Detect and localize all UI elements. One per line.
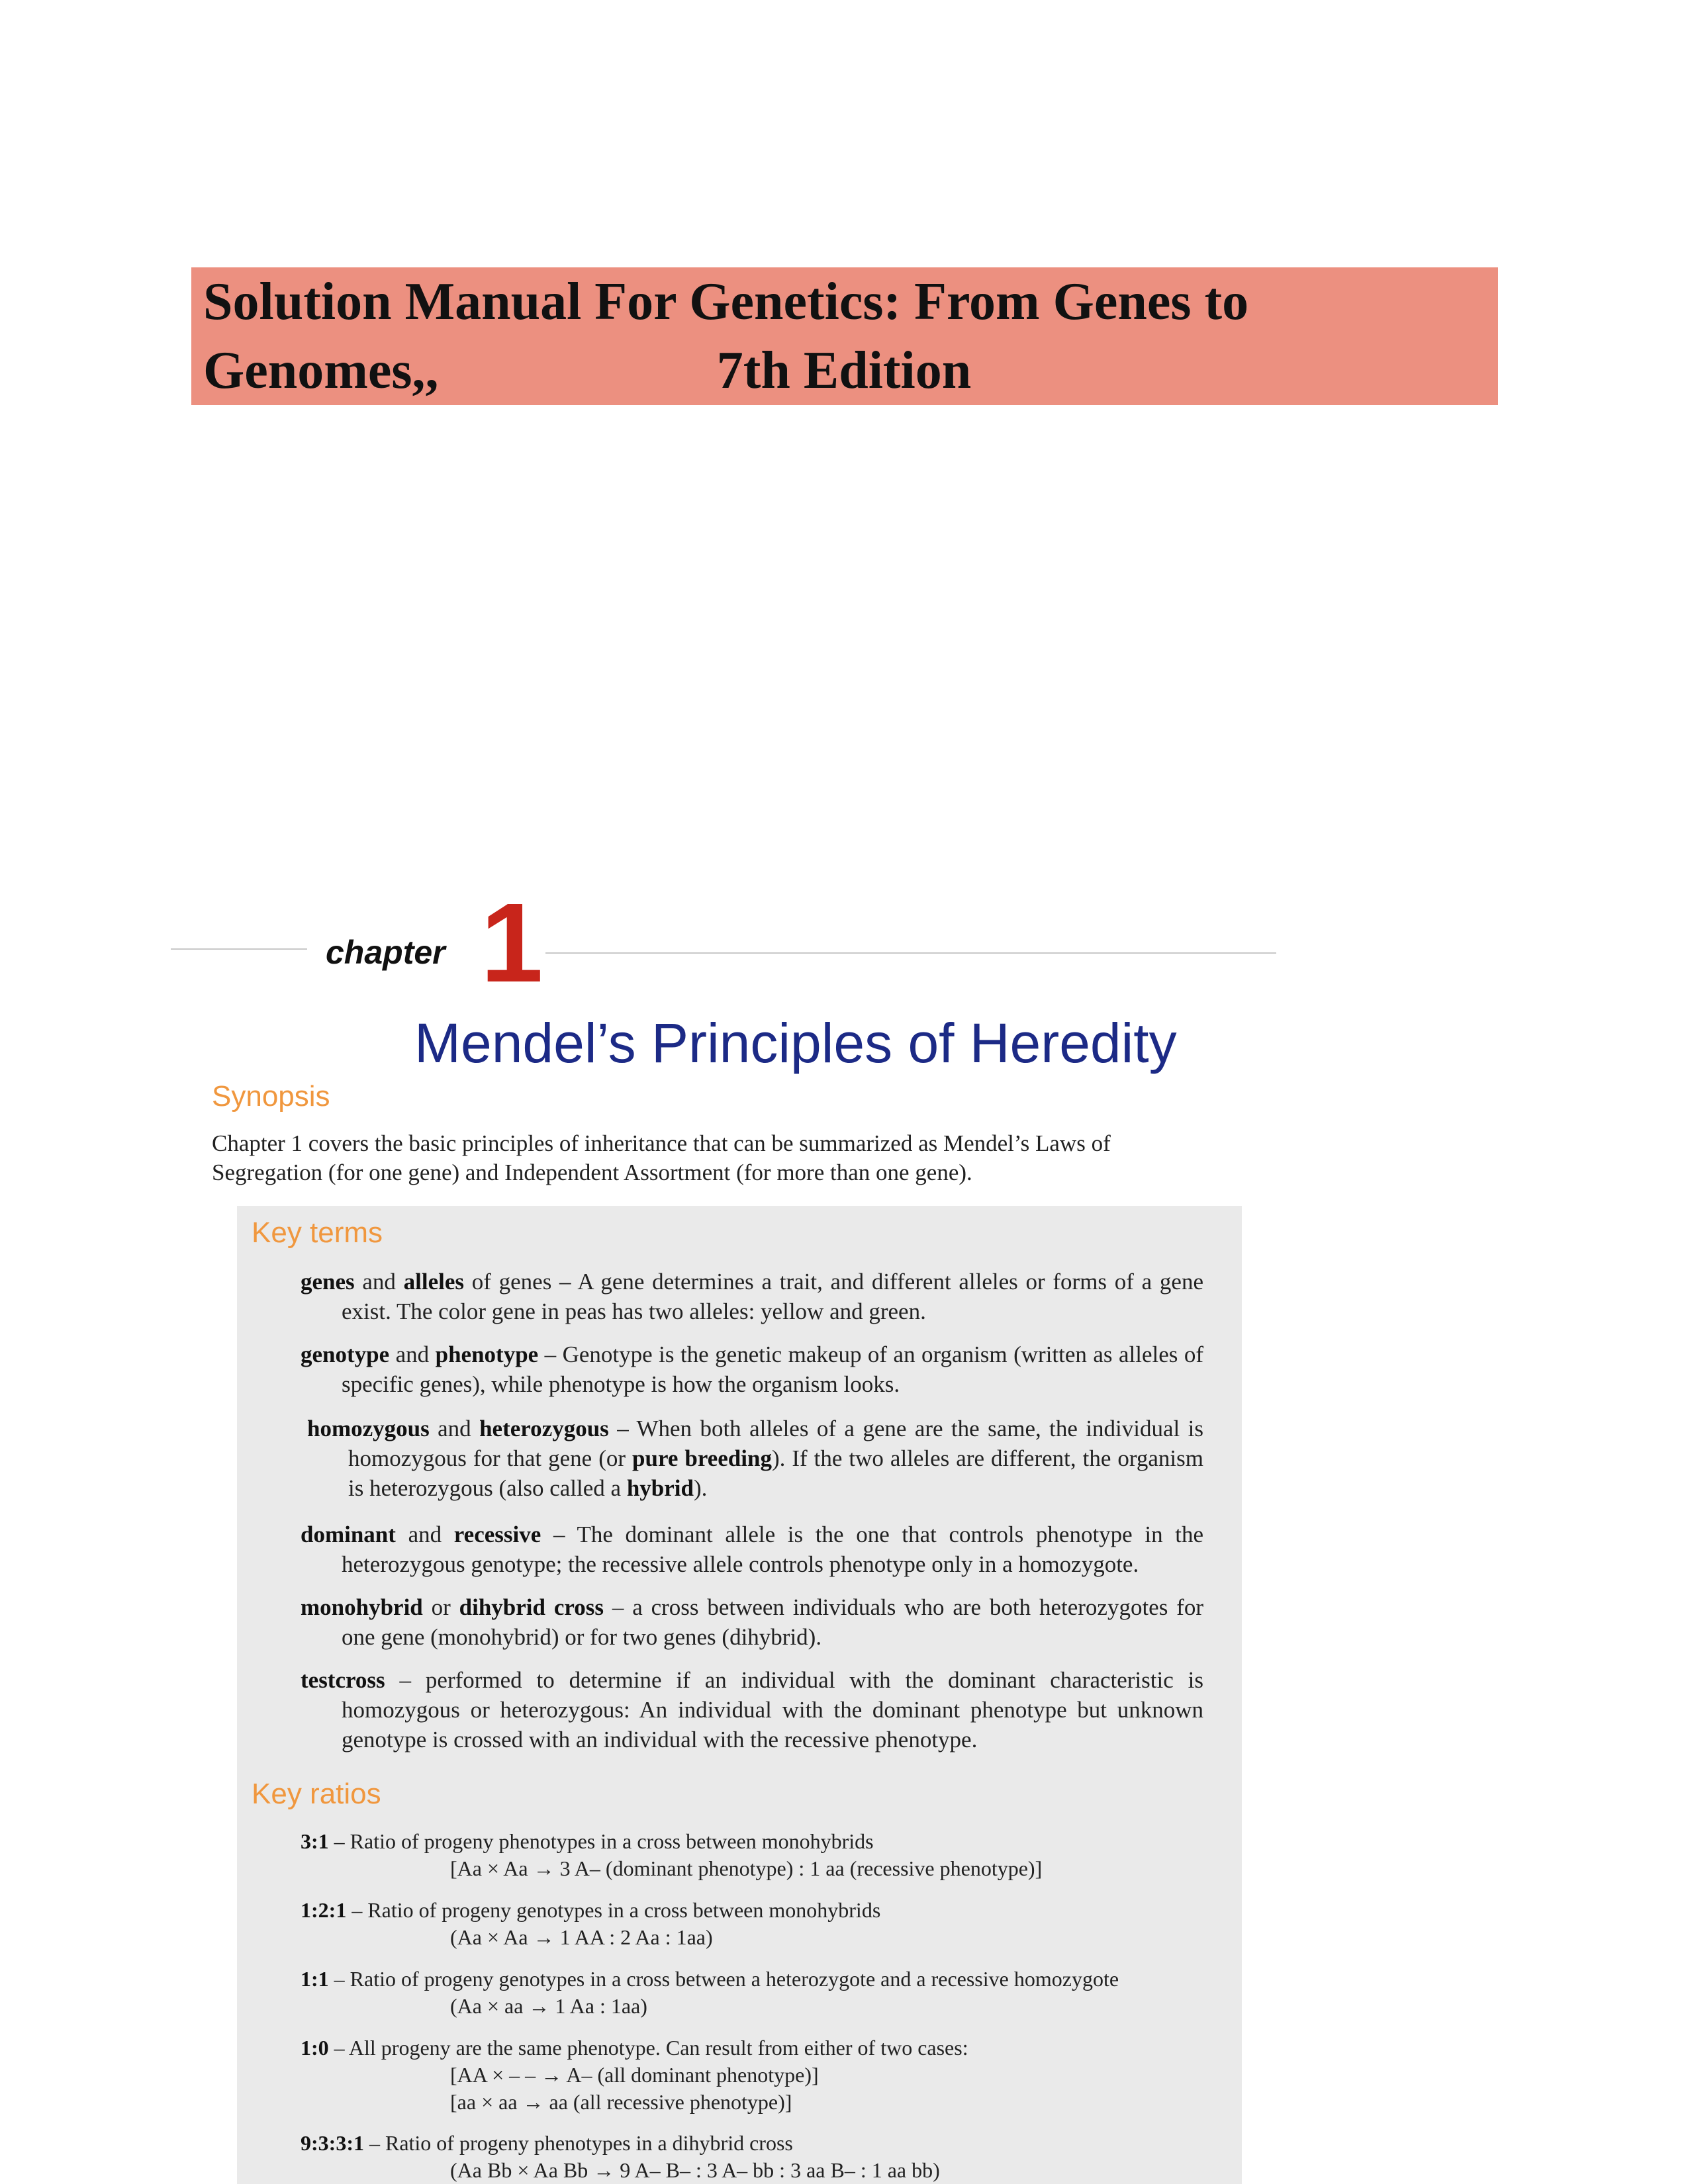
ratio-1-1: 1:1 – Ratio of progeny genotypes in a cross between a heterozygote and a recessive homozygote (Aa × aa → 1 Aa : 1aa) — [301, 1966, 1227, 2020]
ratio-formula: [aa × aa → aa (all recessive phenotype)] — [450, 2090, 792, 2114]
ratio-formula: (Aa × aa → 1 Aa : 1aa) — [450, 1994, 647, 2018]
ratio-formula: [Aa × Aa → 3 A– (dominant phenotype) : 1 aa (recessive phenotype)] — [450, 1856, 1043, 1880]
chapter-label: chapter — [326, 934, 445, 971]
term-testcross: testcross – performed to determine if an individual with the dominant characteristic is homozygous or heterozygous: An individual with the dominant phenotype but unknown genotype is crossed with an individual with the recessive phenotype. — [301, 1667, 1203, 1752]
title-line-2: 7th Edition — [708, 336, 980, 405]
chapter-title: Mendel’s Principles of Heredity — [414, 1012, 1177, 1074]
title-line-1: Solution Manual For Genetics: From Genes to Genomes,, — [191, 267, 1498, 405]
ratio-1-2-1: 1:2:1 – Ratio of progeny genotypes in a cross between monohybrids (Aa × Aa → 1 AA : 2 Aa : 1aa) — [301, 1897, 1227, 1951]
term-genotype-phenotype: genotype and phenotype – Genotype is the genetic makeup of an organism (written as alleles of specific genes), while phenotype is how the organism looks. — [301, 1342, 1203, 1397]
chapter-rule-right — [545, 952, 1276, 954]
ratio-formula: (Aa Bb × Aa Bb → 9 A– B– : 3 A– bb : 3 aa B– : 1 aa bb) — [450, 2158, 940, 2182]
chapter-rule-left — [171, 948, 307, 950]
ratio-formula: [AA × – – → A– (all dominant phenotype)] — [450, 2063, 819, 2087]
term-genes-alleles: genes and alleles of genes – A gene determines a trait, and different alleles or forms of a gene exist. The color gene in peas has two alleles: yellow and green. — [301, 1269, 1203, 1324]
synopsis-text: Chapter 1 covers the basic principles of inheritance that can be summarized as Mendel’s Laws of Segregation (for one gene) and Independent Assortment (for more than one gene). — [212, 1130, 1111, 1185]
key-ratios-heading: Key ratios — [252, 1778, 381, 1810]
term-homozygous-heterozygous: homozygous and heterozygous – When both alleles of a gene are the same, the individual is homozygous for that gene (or pure breeding). If the two alleles are different, the organism is heterozygous (also called a hybrid). — [307, 1416, 1203, 1501]
term-dominant-recessive: dominant and recessive – The dominant allele is the one that controls phenotype in the heterozygous genotype; the recessive allele controls phenotype only in a homozygote. — [301, 1522, 1203, 1577]
ratio-1-0: 1:0 – All progeny are the same phenotype. Can result from either of two cases: [AA × – – → A– (all dominant phenotype)] [aa × aa → aa (all recessive phenotype)] — [301, 2034, 1227, 2116]
ratio-9-3-3-1: 9:3:3:1 – Ratio of progeny phenotypes in a dihybrid cross (Aa Bb × Aa Bb → 9 A– B– : 3 A– bb : 3 aa B– : 1 aa bb) — [301, 2130, 1227, 2184]
synopsis-heading: Synopsis — [212, 1080, 330, 1113]
chapter-number: 1 — [481, 880, 543, 1006]
ratio-3-1: 3:1 – Ratio of progeny phenotypes in a cross between monohybrids [Aa × Aa → 3 A– (dominant phenotype) : 1 aa (recessive phenotype)] — [301, 1828, 1227, 1882]
key-terms-heading: Key terms — [252, 1216, 383, 1249]
term-monohybrid-dihybrid: monohybrid or dihybrid cross – a cross between individuals who are both heterozygotes for one gene (monohybrid) or for two genes (dihybrid). — [301, 1594, 1203, 1650]
ratio-formula: (Aa × Aa → 1 AA : 2 Aa : 1aa) — [450, 1925, 713, 1949]
